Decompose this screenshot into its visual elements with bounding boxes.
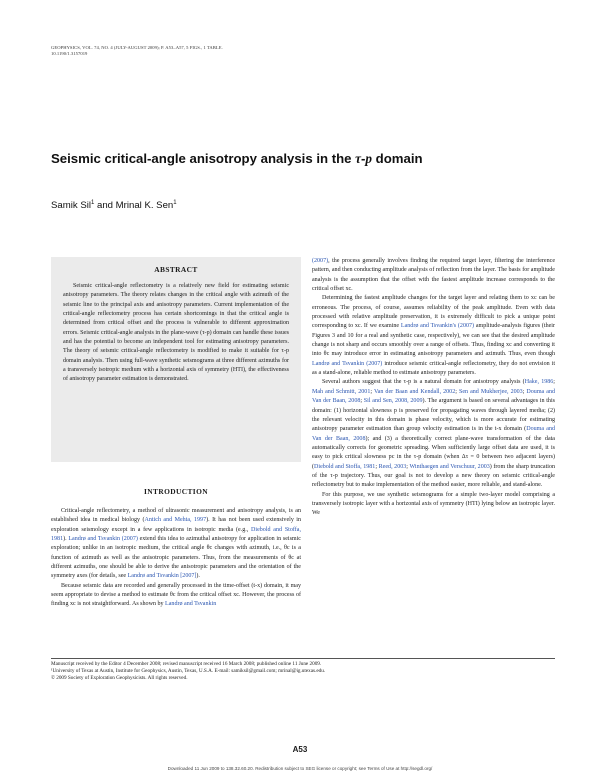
copyright: © 2009 Society of Exploration Geophysicists. All rights reserved. xyxy=(51,674,188,681)
citation-link[interactable]: Antich and Mehta, 1997 xyxy=(144,517,207,524)
body-text: ). It has not been used extensively in exploration seismology except in a few applications in isotropic media (e.g., xyxy=(51,517,301,533)
body-text: introduce seismic critical-angle reflectometry, they do not envision it as a stand-alone, reliable method to estimate anisotropy parameters. xyxy=(312,360,555,377)
citation-link[interactable]: Van der Baan and Kendall, 2002 xyxy=(373,388,456,395)
paper-title xyxy=(51,151,423,167)
citation-link[interactable]: Landrø and Tsvankin (2007) xyxy=(312,360,383,367)
body-text: ; xyxy=(455,388,459,395)
title-p: p xyxy=(365,151,373,166)
author-2: and Mrinal K. Sen xyxy=(94,200,174,212)
doi: 10.1190/1.3157019 xyxy=(51,50,88,56)
citation-link[interactable]: Douma and Van der Baan, 2008 xyxy=(312,426,555,442)
citation-link[interactable]: Douma and Van der Baan, 2008 xyxy=(312,388,555,405)
body-text: ). xyxy=(63,536,69,543)
title-dash: - xyxy=(361,151,366,166)
body-text: ; xyxy=(370,388,374,395)
author-list xyxy=(51,200,177,211)
body-text: amplitude-analysis figures (their Figures 3 and 10 for a real and synthetic case, respectively), we can see that the desired amplitude change is not sharp and occurs smoothly over a range of offsets. Thus, finding xc and converting it into θc may introduce error in estimating anisotropy parameters and azimuth. Thus, even though xyxy=(312,323,555,358)
body-text: , the process generally involves finding the required target layer, filtering the interference pattern, and then conducting amplitude analysis of reflection from the layer. The basis for amplitude analysis is the assumption that the offset with the fastest amplitude increase corresponds to the critical offset xc. xyxy=(312,258,555,293)
body-text: ; xyxy=(553,379,555,386)
left-column xyxy=(51,507,301,610)
body-text: For this purpose, we use synthetic seismograms for a simple two-layer model comprising a transversely isotropic layer with a horizontal axis of symmetry (HTI) lying below an isotropic layer. We xyxy=(312,491,555,517)
citation-link[interactable]: Landrø and Tsvankin [2007] xyxy=(127,573,197,580)
abstract-text: Seismic critical-angle reflectometry is a relatively new field for estimating seismic anisotropy parameters. The theory relates changes in the critical angle with azimuth of the seismic line to the principal axis and anisotropy parameters. Current implementation of the critical-angle reflectometry process has certain shortcomings in that the critical angle is determined from critical offset and the process is vulnerable to different approximation errors. Seismic critical-angle analysis in the plane-wave (τ-p) domain can handle these issues and has the potential to become an independent tool for estimating anisotropy parameters. The theory of seismic critical-angle reflectometry is modified to make it suitable for τ-p domain analysis. Then using full-wave synthetic seismograms at three different azimuths for a transversely isotropic medium with a horizontal axis of symmetry (HTI), the effectiveness of anisotropy parameter estimation is demonstrated. xyxy=(63,283,289,383)
title-tau: τ xyxy=(355,151,362,166)
right-paragraph-4 xyxy=(312,491,555,519)
citation-link[interactable]: Reed, 2003 xyxy=(378,463,407,470)
body-text: extend this idea to azimuthal anisotropy for application in seismic exploration; unlike in an isotropic medium, the critical angle θc changes with azimuth, i.e., θc is a function of azimuth as well as the anisotropic parameters. Thus, from the measurements of θc at different azimuths, one should be able to derive the anisotropic parameters and the orientation of the symmetry axes (for details, see xyxy=(51,536,301,580)
author-1: Samik Sil xyxy=(51,200,91,212)
citation-link[interactable]: Landrø and Tsvankin (2007) xyxy=(68,536,138,543)
abstract-box xyxy=(51,257,301,462)
right-paragraph-3 xyxy=(312,378,555,490)
citation-link[interactable]: Landrø and Tsvankin's (2007) xyxy=(400,323,475,330)
citation-link[interactable]: Mah and Schmitt, 2001 xyxy=(312,388,371,395)
body-text: ; xyxy=(406,463,410,470)
citation-link[interactable]: Landrø and Tsvankin xyxy=(165,601,217,608)
body-text: ) from the sharp truncation of the τ-p trajectory. Thus, our goal is not to develop a new theory on seismic critical-angle reflectometry but to make implementation of the method easier, more reliable, and stand-alone. xyxy=(312,463,555,489)
citation-link[interactable]: Sil and Sen, 2008, 2009 xyxy=(363,398,423,405)
affiliation: ¹University of Texas at Austin, Institute for Geophysics, Austin, Texas, U.S.A. E-mail: samiksil@gmail.com; mrinal@ig.utexas.edu. xyxy=(51,667,326,674)
right-paragraph-2 xyxy=(312,294,555,378)
body-text: ; xyxy=(522,388,527,395)
author-1-affil: 1 xyxy=(90,200,95,206)
body-text: ); and (3) a theoretically correct plane-wave transformation of the data automatically corrects for geometric spreading. When sufficiently large offset data are used, it is easy to pick critical slowness pc in the τ-p domain (when Δτ = 0 between two adjacent layers) ( xyxy=(312,435,555,470)
body-text: ). xyxy=(196,573,200,580)
footnotes xyxy=(51,661,551,682)
body-text: ; xyxy=(375,463,379,470)
right-column xyxy=(312,257,555,519)
body-text: ; xyxy=(360,398,364,405)
manuscript-dates: Manuscript received by the Editor 4 December 2008; revised manuscript received 16 March 2008; published online 11 June 2009. xyxy=(51,661,322,667)
abstract-heading: ABSTRACT xyxy=(154,265,198,274)
citation-link[interactable]: Diebold and Stoffa, 1981 xyxy=(51,526,302,543)
title-suffix: domain xyxy=(372,151,423,166)
author-2-affil: 1 xyxy=(173,200,177,206)
citation-link[interactable]: (2007) xyxy=(312,258,329,264)
body-text: ). The argument is based on several advantages in this domain: (1) horizontal slowness p is preserved for propagating waves through layered media; (2) the relevant velocity in this domain is phase velocity, which is more accurate for estimating anisotropy parameter estimation than group velocity estimation is in the t-x domain ( xyxy=(312,398,555,433)
citation-link[interactable]: Winthaegen and Verschuur, 2003 xyxy=(409,463,490,470)
body-text: Because seismic data are recorded and generally processed in the time-offset (t-x) domain, it may seem appropriate to devise a method to estimate θc from the critical offset xc. However, the process of finding xc is not straightforward. As shown by xyxy=(51,582,301,608)
page-number: A53 xyxy=(292,745,308,754)
journal-citation: GEOPHYSICS, VOL. 74, NO. 4 (JULY-AUGUST 2009); P. A53–A57, 5 FIGS., 1 TABLE. xyxy=(51,45,223,50)
citation-link[interactable]: Hake, 1986 xyxy=(524,379,554,386)
download-notice: Downloaded 11 Jun 2009 to 138.32.60.20. Redistribution subject to SEG license or copyright; see Terms of Use at http://segdl.org/ xyxy=(167,766,433,771)
citation-link[interactable]: Diebold and Stoffa, 1981 xyxy=(314,463,376,470)
body-text: Several authors suggest that the τ-p is a natural domain for anisotropy analysis ( xyxy=(322,379,525,386)
journal-header xyxy=(51,45,223,56)
introduction-heading: INTRODUCTION xyxy=(144,487,208,496)
intro-paragraph-2 xyxy=(51,582,301,610)
footnote-divider xyxy=(51,658,555,659)
right-paragraph-1 xyxy=(312,257,555,294)
body-text: Critical-angle reflectometry, a method of ultrasonic measurement and anisotropy analysis, is an established idea in medical biology ( xyxy=(51,508,301,524)
intro-paragraph-1 xyxy=(51,507,301,582)
citation-link[interactable]: Sen and Mukherjee, 2003 xyxy=(458,388,523,395)
title-prefix: Seismic critical-angle anisotropy analysis in the xyxy=(51,151,356,166)
body-text: Determining the fastest amplitude changes for the target layer and relating them to xc can be erroneous. The process, of course, assumes reliability of the peak amplitude. Even with data processed with relative amplitude preservation, it is extremely difficult to pick a unique point corresponding to xc. If we examine xyxy=(312,295,555,330)
